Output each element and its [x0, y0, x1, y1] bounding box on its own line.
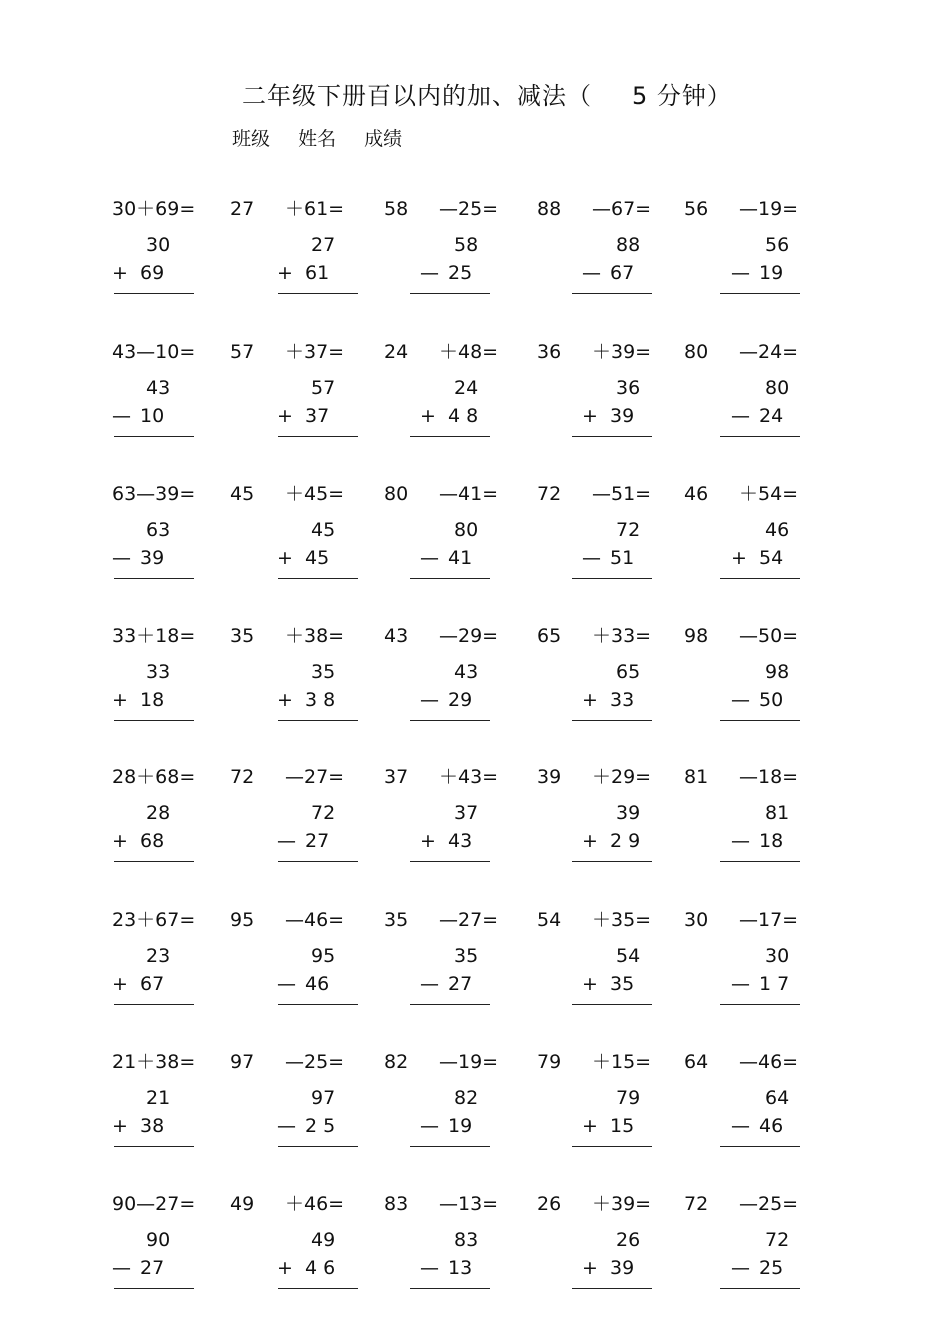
title-main: 二年级下册百以内的加、减法（ [242, 82, 592, 110]
vertical-top-number: 49 [311, 1229, 336, 1251]
vertical-operator: — [420, 1115, 439, 1137]
answer-rule [410, 1146, 490, 1147]
vertical-bottom-number: 37 [305, 405, 330, 427]
vertical-bottom-number: 51 [610, 547, 635, 569]
equation-text: 43—10= [112, 341, 196, 363]
answer-rule [278, 293, 358, 294]
student-info-fields [232, 130, 424, 149]
vertical-operator: + [112, 262, 128, 284]
vertical-top-number: 80 [765, 377, 790, 399]
answer-rule [114, 1288, 194, 1289]
equation-first-number: 45 [230, 483, 255, 505]
answer-rule [114, 1146, 194, 1147]
vertical-bottom-number: 33 [610, 689, 635, 711]
equation-first-number: 98 [684, 625, 709, 647]
vertical-top-number: 33 [146, 661, 171, 683]
vertical-bottom-number: 67 [610, 262, 635, 284]
equation-first-number: 95 [230, 909, 255, 931]
vertical-operator: — [731, 405, 750, 427]
equation-rest: —17= [739, 909, 799, 931]
equation-rest: —50= [739, 625, 799, 647]
vertical-operator: + [112, 689, 128, 711]
vertical-top-number: 64 [765, 1087, 790, 1109]
vertical-bottom-number: 38 [140, 1115, 165, 1137]
vertical-bottom-number: 4 8 [448, 405, 479, 427]
vertical-bottom-number: 18 [140, 689, 165, 711]
equation-rest: ＋61= [285, 198, 345, 220]
vertical-bottom-number: 10 [140, 405, 165, 427]
vertical-operator: — [582, 262, 601, 284]
equation-rest: —24= [739, 341, 799, 363]
answer-rule [114, 720, 194, 721]
equation-rest: ＋46= [285, 1193, 345, 1215]
vertical-top-number: 80 [454, 519, 479, 541]
vertical-bottom-number: 69 [140, 262, 165, 284]
vertical-operator: + [582, 689, 598, 711]
equation-first-number: 72 [230, 766, 255, 788]
vertical-top-number: 27 [311, 234, 336, 256]
vertical-bottom-number: 29 [448, 689, 473, 711]
vertical-top-number: 45 [311, 519, 336, 541]
answer-rule [114, 861, 194, 862]
vertical-bottom-number: 67 [140, 973, 165, 995]
vertical-top-number: 72 [616, 519, 641, 541]
vertical-operator: — [277, 830, 296, 852]
vertical-bottom-number: 68 [140, 830, 165, 852]
equation-first-number: 36 [537, 341, 562, 363]
vertical-top-number: 79 [616, 1087, 641, 1109]
vertical-top-number: 97 [311, 1087, 336, 1109]
vertical-top-number: 21 [146, 1087, 171, 1109]
answer-rule [278, 1288, 358, 1289]
equation-first-number: 27 [230, 198, 255, 220]
vertical-bottom-number: 27 [448, 973, 473, 995]
equation-first-number: 49 [230, 1193, 255, 1215]
vertical-bottom-number: 50 [759, 689, 784, 711]
equation-first-number: 24 [384, 341, 409, 363]
vertical-bottom-number: 19 [759, 262, 784, 284]
answer-rule [720, 861, 800, 862]
answer-rule [572, 1146, 652, 1147]
equation-text: 33＋18= [112, 625, 196, 647]
vertical-bottom-number: 13 [448, 1257, 473, 1279]
equation-first-number: 80 [384, 483, 409, 505]
equation-first-number: 54 [537, 909, 562, 931]
vertical-top-number: 90 [146, 1229, 171, 1251]
vertical-top-number: 72 [765, 1229, 790, 1251]
equation-rest: ＋33= [592, 625, 652, 647]
answer-rule [410, 578, 490, 579]
equation-rest: ＋29= [592, 766, 652, 788]
title-close: ） [706, 82, 732, 110]
vertical-bottom-number: 18 [759, 830, 784, 852]
equation-text: 30＋69= [112, 198, 196, 220]
equation-rest: ＋45= [285, 483, 345, 505]
vertical-operator: — [731, 1115, 750, 1137]
equation-rest: —19= [439, 1051, 499, 1073]
equation-first-number: 26 [537, 1193, 562, 1215]
vertical-top-number: 56 [765, 234, 790, 256]
vertical-operator: — [731, 689, 750, 711]
answer-rule [410, 1288, 490, 1289]
equation-first-number: 82 [384, 1051, 409, 1073]
equation-first-number: 37 [384, 766, 409, 788]
vertical-top-number: 26 [616, 1229, 641, 1251]
equation-first-number: 88 [537, 198, 562, 220]
equation-rest: ＋39= [592, 341, 652, 363]
vertical-bottom-number: 3 8 [305, 689, 336, 711]
vertical-bottom-number: 41 [448, 547, 473, 569]
answer-rule [572, 578, 652, 579]
equation-first-number: 57 [230, 341, 255, 363]
equation-text: 90—27= [112, 1193, 196, 1215]
vertical-top-number: 88 [616, 234, 641, 256]
answer-rule [278, 436, 358, 437]
name-field-label: 姓名 [298, 128, 337, 150]
answer-rule [278, 1146, 358, 1147]
vertical-top-number: 23 [146, 945, 171, 967]
vertical-operator: — [420, 262, 439, 284]
vertical-operator: — [731, 262, 750, 284]
vertical-top-number: 57 [311, 377, 336, 399]
vertical-operator: + [112, 830, 128, 852]
equation-first-number: 72 [537, 483, 562, 505]
title-time: 5 分钟 [632, 82, 707, 110]
vertical-operator: + [582, 1115, 598, 1137]
vertical-bottom-number: 19 [448, 1115, 473, 1137]
equation-first-number: 65 [537, 625, 562, 647]
vertical-operator: + [277, 547, 293, 569]
vertical-operator: — [582, 547, 601, 569]
vertical-top-number: 43 [146, 377, 171, 399]
vertical-bottom-number: 46 [759, 1115, 784, 1137]
answer-rule [720, 578, 800, 579]
vertical-operator: + [582, 1257, 598, 1279]
vertical-operator: — [112, 547, 131, 569]
vertical-bottom-number: 45 [305, 547, 330, 569]
vertical-operator: + [112, 1115, 128, 1137]
vertical-top-number: 28 [146, 802, 171, 824]
answer-rule [114, 293, 194, 294]
equation-first-number: 43 [384, 625, 409, 647]
answer-rule [410, 436, 490, 437]
equation-rest: —46= [739, 1051, 799, 1073]
vertical-operator: — [420, 973, 439, 995]
vertical-bottom-number: 25 [448, 262, 473, 284]
equation-first-number: 79 [537, 1051, 562, 1073]
equation-rest: ＋39= [592, 1193, 652, 1215]
equation-rest: —25= [739, 1193, 799, 1215]
vertical-bottom-number: 2 9 [610, 830, 641, 852]
answer-rule [720, 1288, 800, 1289]
equation-first-number: 46 [684, 483, 709, 505]
vertical-operator: — [420, 547, 439, 569]
vertical-bottom-number: 24 [759, 405, 784, 427]
vertical-operator: + [277, 689, 293, 711]
equation-rest: ＋54= [739, 483, 799, 505]
vertical-operator: + [420, 405, 436, 427]
equation-first-number: 30 [684, 909, 709, 931]
equation-rest: —25= [285, 1051, 345, 1073]
equation-rest: —19= [739, 198, 799, 220]
vertical-top-number: 58 [454, 234, 479, 256]
vertical-operator: — [731, 830, 750, 852]
equation-rest: —27= [439, 909, 499, 931]
answer-rule [410, 293, 490, 294]
vertical-top-number: 65 [616, 661, 641, 683]
vertical-operator: — [112, 405, 131, 427]
vertical-bottom-number: 25 [759, 1257, 784, 1279]
vertical-operator: + [582, 830, 598, 852]
answer-rule [720, 1146, 800, 1147]
vertical-bottom-number: 54 [759, 547, 784, 569]
vertical-bottom-number: 27 [305, 830, 330, 852]
equation-text: 21＋38= [112, 1051, 196, 1073]
vertical-top-number: 24 [454, 377, 479, 399]
equation-rest: —13= [439, 1193, 499, 1215]
vertical-bottom-number: 61 [305, 262, 330, 284]
vertical-top-number: 98 [765, 661, 790, 683]
equation-rest: ＋37= [285, 341, 345, 363]
equation-first-number: 39 [537, 766, 562, 788]
vertical-top-number: 46 [765, 519, 790, 541]
answer-rule [720, 436, 800, 437]
equation-rest: ＋38= [285, 625, 345, 647]
vertical-bottom-number: 39 [140, 547, 165, 569]
answer-rule [572, 1288, 652, 1289]
answer-rule [114, 578, 194, 579]
equation-first-number: 35 [384, 909, 409, 931]
vertical-operator: — [731, 973, 750, 995]
vertical-bottom-number: 35 [610, 973, 635, 995]
vertical-top-number: 81 [765, 802, 790, 824]
equation-first-number: 58 [384, 198, 409, 220]
vertical-bottom-number: 46 [305, 973, 330, 995]
vertical-bottom-number: 2 5 [305, 1115, 336, 1137]
vertical-top-number: 95 [311, 945, 336, 967]
vertical-operator: + [582, 405, 598, 427]
equation-rest: ＋15= [592, 1051, 652, 1073]
equation-text: 23＋67= [112, 909, 196, 931]
vertical-operator: — [277, 1115, 296, 1137]
equation-rest: —67= [592, 198, 652, 220]
equation-first-number: 35 [230, 625, 255, 647]
equation-text: 63—39= [112, 483, 196, 505]
vertical-top-number: 82 [454, 1087, 479, 1109]
equation-rest: —18= [739, 766, 799, 788]
equation-first-number: 72 [684, 1193, 709, 1215]
vertical-bottom-number: 4 6 [305, 1257, 336, 1279]
vertical-operator: + [277, 405, 293, 427]
answer-rule [572, 861, 652, 862]
equation-first-number: 64 [684, 1051, 709, 1073]
equation-rest: —41= [439, 483, 499, 505]
answer-rule [114, 436, 194, 437]
answer-rule [278, 861, 358, 862]
equation-first-number: 56 [684, 198, 709, 220]
equation-first-number: 81 [684, 766, 709, 788]
vertical-bottom-number: 39 [610, 1257, 635, 1279]
equation-rest: —25= [439, 198, 499, 220]
vertical-top-number: 35 [311, 661, 336, 683]
vertical-bottom-number: 27 [140, 1257, 165, 1279]
equation-rest: —51= [592, 483, 652, 505]
answer-rule [720, 720, 800, 721]
vertical-top-number: 43 [454, 661, 479, 683]
vertical-operator: + [420, 830, 436, 852]
vertical-operator: — [731, 1257, 750, 1279]
answer-rule [278, 1004, 358, 1005]
answer-rule [114, 1004, 194, 1005]
vertical-operator: + [582, 973, 598, 995]
equation-rest: ＋48= [439, 341, 499, 363]
vertical-operator: + [277, 1257, 293, 1279]
answer-rule [572, 436, 652, 437]
vertical-top-number: 39 [616, 802, 641, 824]
vertical-top-number: 54 [616, 945, 641, 967]
vertical-top-number: 72 [311, 802, 336, 824]
answer-rule [410, 1004, 490, 1005]
equation-rest: ＋35= [592, 909, 652, 931]
vertical-bottom-number: 1 7 [759, 973, 790, 995]
vertical-top-number: 35 [454, 945, 479, 967]
answer-rule [410, 720, 490, 721]
answer-rule [720, 1004, 800, 1005]
vertical-operator: + [277, 262, 293, 284]
vertical-top-number: 30 [146, 234, 171, 256]
answer-rule [278, 720, 358, 721]
page-title [242, 84, 732, 108]
equation-rest: ＋43= [439, 766, 499, 788]
answer-rule [572, 1004, 652, 1005]
answer-rule [720, 293, 800, 294]
equation-first-number: 97 [230, 1051, 255, 1073]
vertical-operator: + [112, 973, 128, 995]
vertical-operator: — [420, 1257, 439, 1279]
equation-first-number: 83 [384, 1193, 409, 1215]
equation-rest: —29= [439, 625, 499, 647]
answer-rule [572, 720, 652, 721]
equation-rest: —27= [285, 766, 345, 788]
score-field-label: 成绩 [364, 128, 403, 150]
vertical-top-number: 30 [765, 945, 790, 967]
equation-text: 28＋68= [112, 766, 196, 788]
class-field-label: 班级 [232, 128, 271, 150]
answer-rule [278, 578, 358, 579]
vertical-bottom-number: 39 [610, 405, 635, 427]
vertical-bottom-number: 43 [448, 830, 473, 852]
vertical-operator: + [731, 547, 747, 569]
vertical-top-number: 37 [454, 802, 479, 824]
answer-rule [572, 293, 652, 294]
equation-first-number: 80 [684, 341, 709, 363]
vertical-bottom-number: 15 [610, 1115, 635, 1137]
equation-rest: —46= [285, 909, 345, 931]
vertical-operator: — [112, 1257, 131, 1279]
vertical-top-number: 83 [454, 1229, 479, 1251]
answer-rule [410, 861, 490, 862]
vertical-operator: — [420, 689, 439, 711]
vertical-top-number: 36 [616, 377, 641, 399]
vertical-top-number: 63 [146, 519, 171, 541]
vertical-operator: — [277, 973, 296, 995]
